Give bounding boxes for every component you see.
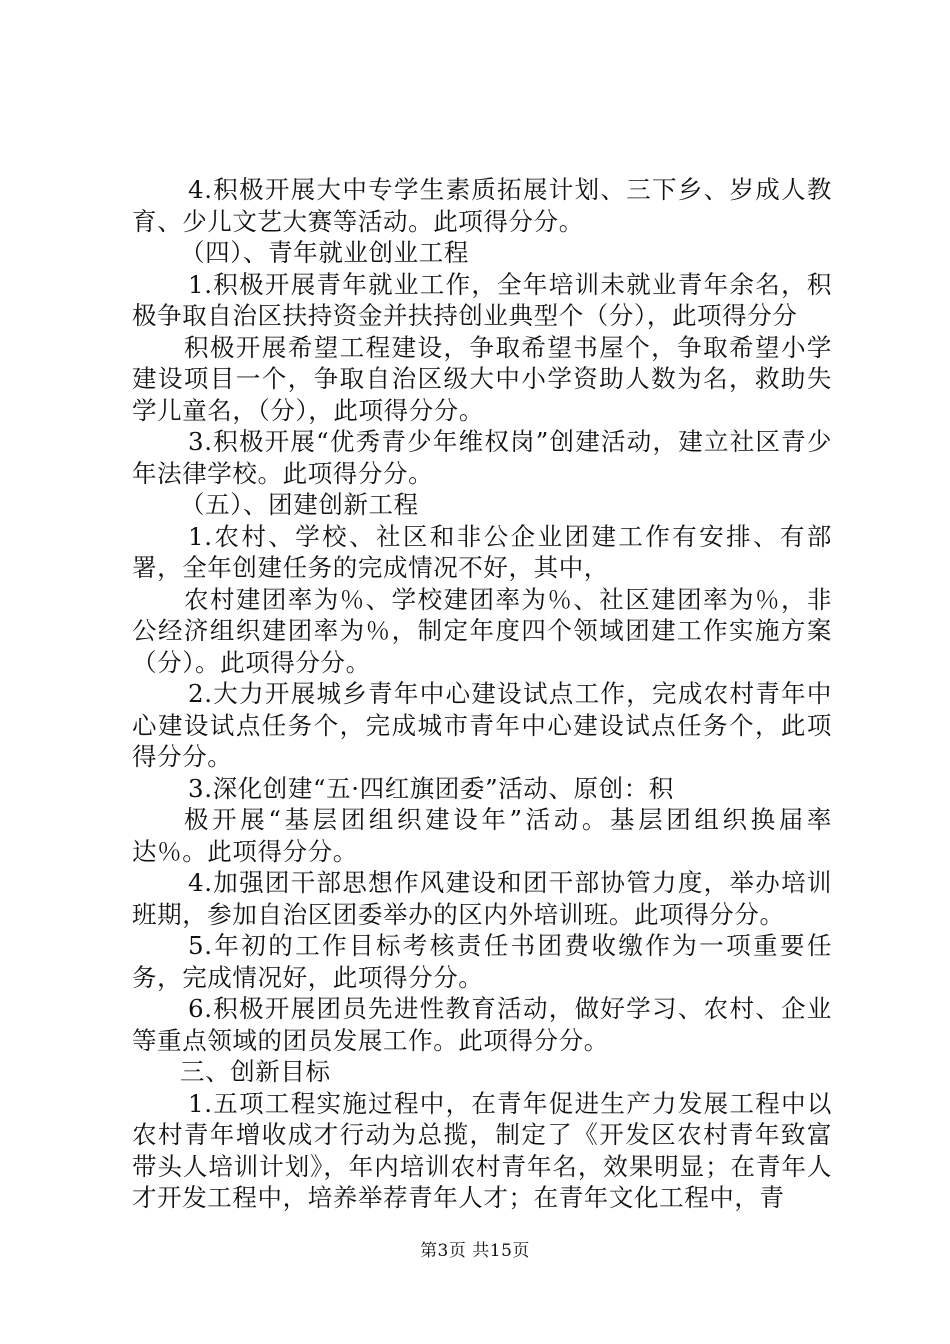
document-body — [132, 174, 832, 1214]
paragraph-dues-5: 5.年初的工作目标考核责任书团费收缴作为一项重要任务，完成情况好，此项得分分。 — [132, 931, 832, 992]
section-heading-innovation: 三、创新目标 — [180, 1057, 331, 1086]
paragraph-youth-center-2: 2.大力开展城乡青年中心建设试点工作，完成农村青年中心建设试点任务个，完成城市青年中心建设试点任务个，此项得分分。 — [132, 679, 832, 771]
section-heading-employment: （四）、青年就业创业工程 — [180, 238, 469, 267]
paragraph-innovation-1: 1.五项工程实施过程中，在青年促进生产力发展工程中以农村青年增收成才行动为总揽，制定了《开发区农村青年致富带头人培训计划》，年内培训农村青年名，效果明显；在青年人才开发工程中，培养举荐青年人才；在青年文化工程中，青 — [132, 1088, 832, 1212]
paragraph-cadre-training-4: 4.加强团干部思想作风建设和团干部协管力度，举办培训班期，参加自治区团委举办的区内外培训班。此项得分分。 — [132, 868, 832, 929]
paragraph-rights-3: 3.积极开展“优秀青少年维权岗”创建活动，建立社区青少年法律学校。此项得分分。 — [132, 427, 832, 488]
section-heading-league-building: （五）、团建创新工程 — [180, 490, 419, 519]
paragraph-member-education-6: 6.积极开展团员先进性教育活动，做好学习、农村、企业等重点领域的团员发展工作。此项得分分。 — [132, 994, 832, 1055]
page-number-footer: 第3页 共15页 — [420, 1241, 530, 1261]
paragraph-employment-1: 1.积极开展青年就业工作，全年培训未就业青年余名，积极争取自治区扶持资金并扶持创业典型个（分），此项得分分 — [132, 269, 832, 330]
paragraph-hope-project: 积极开展希望工程建设，争取希望书屋个，争取希望小学建设项目一个，争取自治区级大中小学资助人数为名，救助失学儿童名，（分），此项得分分。 — [132, 332, 832, 425]
paragraph-league-rates: 农村建团率为％、学校建团率为％、社区建团率为％，非公经济组织建团率为％，制定年度四个领域团建工作实施方案（分）。此项得分分。 — [132, 584, 832, 677]
paragraph-item-4-activities: 4.积极开展大中专学生素质拓展计划、三下乡、岁成人教育、少儿文艺大赛等活动。此项得分分。 — [132, 175, 832, 236]
paragraph-grassroots-year: 极开展“基层团组织建设年”活动。基层团组织换届率达％。此项得分分。 — [132, 805, 832, 866]
paragraph-red-flag-3: 3.深化创建“五·四红旗团委”活动、原创：积 — [188, 773, 674, 803]
paragraph-league-building-1: 1.农村、学校、社区和非公企业团建工作有安排、有部署，全年创建任务的完成情况不好，其中， — [132, 521, 832, 582]
